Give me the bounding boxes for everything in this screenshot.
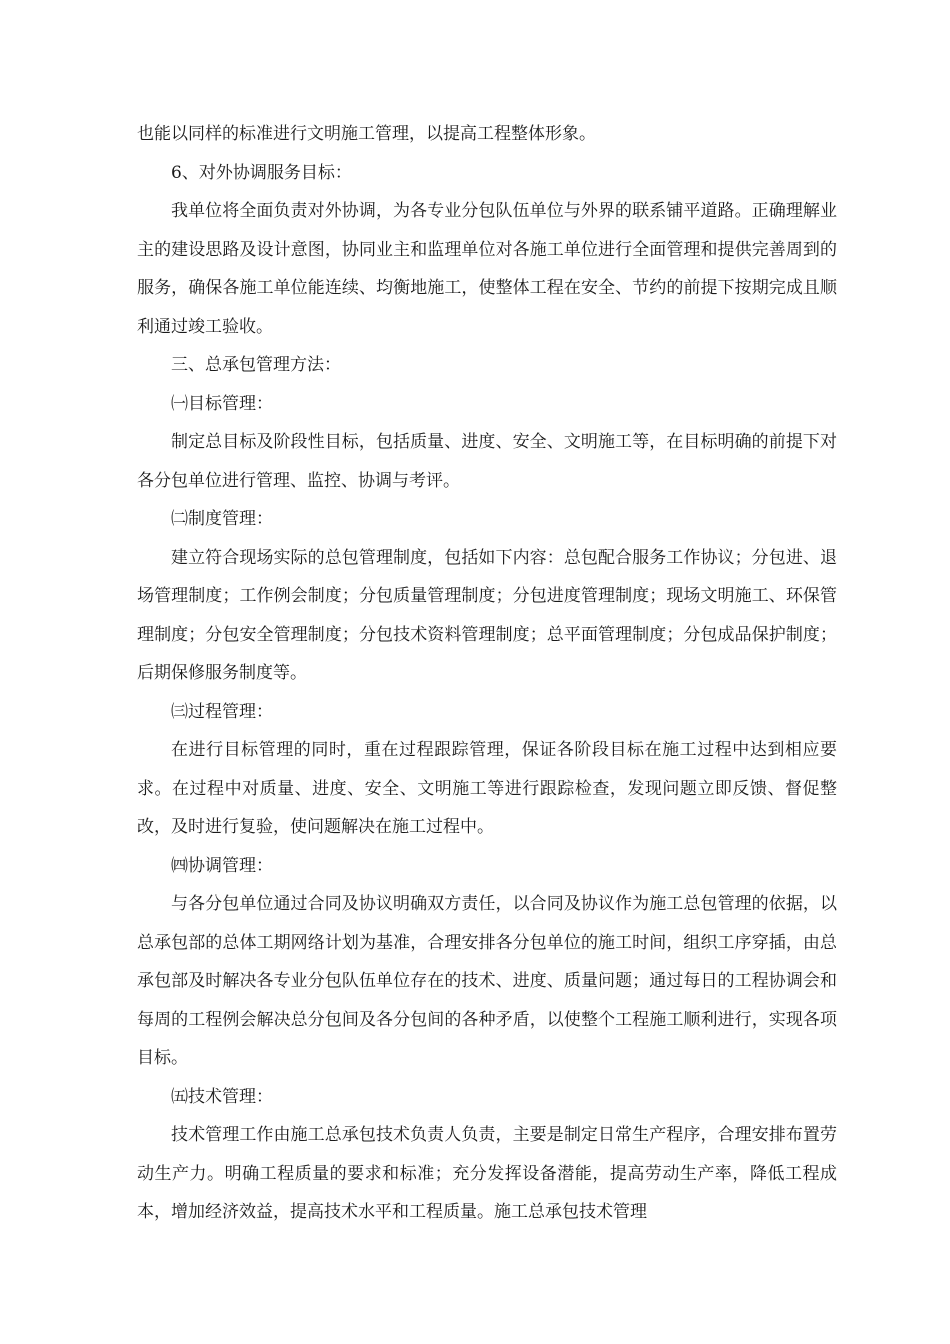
- subheading-technical-management: ㈤技术管理：: [171, 1086, 273, 1107]
- subheading-coordination-management: ㈣协调管理：: [171, 855, 273, 876]
- subheading-target-management: ㈠目标管理：: [171, 393, 273, 414]
- subheading-system-management: ㈡制度管理：: [171, 509, 273, 529]
- section-heading-management-methods: 三、总承包管理方法：: [171, 355, 341, 375]
- paragraph-external-coordination: 我单位将全面负责对外协调，为各专业分包队伍单位与外界的联系铺平道路。正确理解业主的建设思路及设计意图，协同业主和监理单位对各施工单位进行全面管理和提供完善周到的服务，确保各施工单位能连续、均衡地施工，使整体工程在安全、节约的前提下按期完成且顺利通过竣工验收。: [137, 201, 837, 337]
- document-body: [137, 115, 837, 1232]
- section-heading-external-coordination: 6、对外协调服务目标：: [171, 162, 352, 183]
- paragraph-coordination-management: 与各分包单位通过合同及协议明确双方责任，以合同及协议作为施工总包管理的依据，以总承包部的总体工期网络计划为基准，合理安排各分包单位的施工时间，组织工序穿插，由总承包部及时解决各专业分包队伍单位存在的技术、进度、质量问题；通过每日的工程协调会和每周的工程例会解决总分包间及各分包间的各种矛盾，以使整个工程施工顺利进行，实现各项目标。: [137, 894, 837, 1068]
- subheading-process-management: ㈢过程管理：: [171, 701, 273, 722]
- paragraph-process-management: 在进行目标管理的同时，重在过程跟踪管理，保证各阶段目标在施工过程中达到相应要求。在过程中对质量、进度、安全、文明施工等进行跟踪检查，发现问题立即反馈、督促整改，及时进行复验，使问题解决在施工过程中。: [137, 740, 837, 837]
- paragraph-technical-management: 技术管理工作由施工总承包技术负责人负责，主要是制定日常生产程序，合理安排布置劳动生产力。明确工程质量的要求和标准；充分发挥设备潜能，提高劳动生产率，降低工程成本，增加经济效益，提高技术水平和工程质量。施工总承包技术管理: [137, 1125, 837, 1222]
- paragraph-continuation: 也能以同样的标准进行文明施工管理，以提高工程整体形象。: [137, 124, 596, 144]
- paragraph-system-management: 建立符合现场实际的总包管理制度，包括如下内容：总包配合服务工作协议；分包进、退场管理制度；工作例会制度；分包质量管理制度；分包进度管理制度；现场文明施工、环保管理制度；分包安全管理制度；分包技术资料管理制度；总平面管理制度；分包成品保护制度；后期保修服务制度等。: [137, 547, 837, 683]
- paragraph-target-management: 制定总目标及阶段性目标，包括质量、进度、安全、文明施工等，在目标明确的前提下对各分包单位进行管理、监控、协调与考评。: [137, 432, 837, 491]
